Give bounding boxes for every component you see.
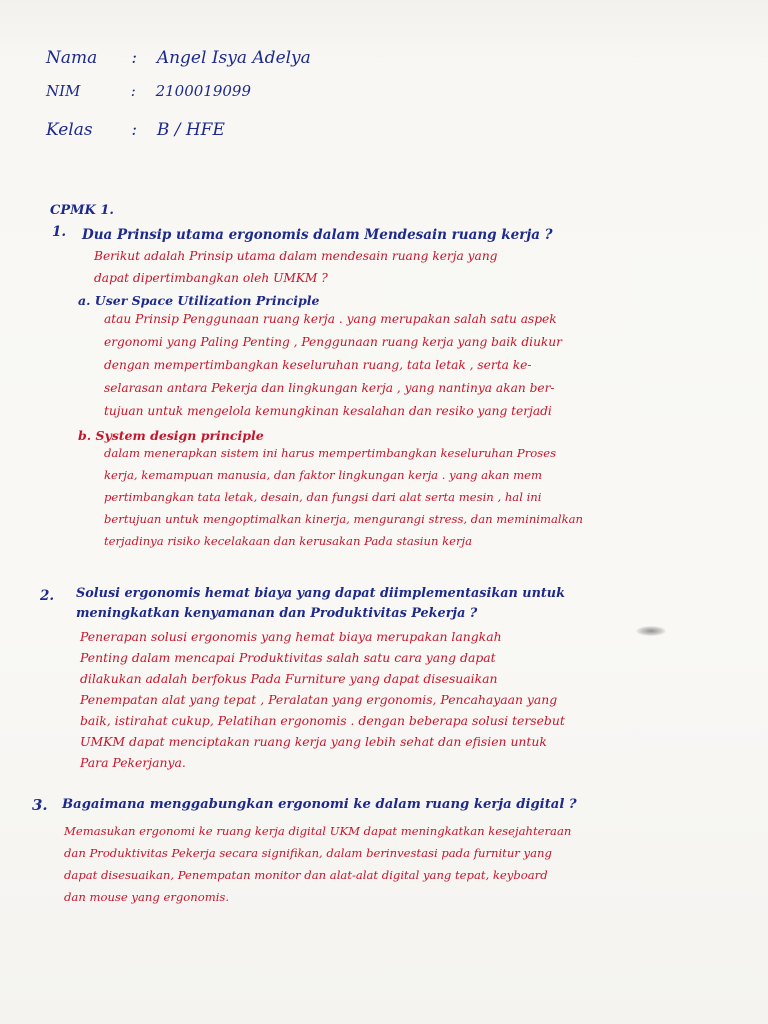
q2-answer bbox=[80, 626, 565, 773]
q2-question-line: Solusi ergonomis hemat biaya yang dapat diimplementasikan untuk bbox=[76, 586, 565, 601]
nim-row bbox=[46, 82, 251, 100]
q1-intro bbox=[94, 245, 497, 289]
q1-a-line: ergonomi yang Paling Penting , Penggunaan ruang kerja yang baik diukur bbox=[104, 335, 562, 349]
colon: : bbox=[131, 48, 138, 68]
nim-label: NIM bbox=[46, 82, 81, 100]
nim-value: 2100019099 bbox=[155, 82, 251, 100]
colon: : bbox=[130, 82, 136, 100]
q1-a-answer bbox=[104, 308, 562, 423]
q1-number: 1. bbox=[52, 224, 67, 240]
q1-b-line: terjadinya risiko kecelakaan dan kerusakan Pada stasiun kerja bbox=[104, 534, 473, 548]
kelas-value: B / HFE bbox=[156, 120, 225, 140]
q1-b-line: bertujuan untuk mengoptimalkan kinerja, mengurangi stress, dan meminimalkan bbox=[104, 512, 584, 526]
q2-answer-line: baik, istirahat cukup, Pelatihan ergonomis . dengan beberapa solusi tersebut bbox=[80, 713, 565, 728]
q3-answer bbox=[64, 820, 571, 908]
q1-a-line: dengan mempertimbangkan keseluruhan ruang, tata letak , serta ke- bbox=[104, 358, 532, 372]
q1-b-line: kerja, kemampuan manusia, dan faktor lingkungan kerja . yang akan mem bbox=[104, 468, 543, 482]
q3-answer-line: Memasukan ergonomi ke ruang kerja digital UKM dapat meningkatkan kesejahteraan bbox=[64, 824, 572, 838]
name-value: Angel Isya Adelya bbox=[156, 48, 311, 68]
name-label: Nama bbox=[46, 48, 98, 68]
q3-question: Bagaimana menggabungkan ergonomi ke dalam ruang kerja digital ? bbox=[62, 797, 577, 812]
kelas-label: Kelas bbox=[46, 120, 93, 140]
q2-answer-line: Penempatan alat yang tepat , Peralatan yang ergonomis, Pencahayaan yang bbox=[80, 692, 558, 707]
ink-smudge bbox=[636, 626, 666, 636]
name-row bbox=[46, 48, 311, 68]
q2-answer-line: UMKM dapat menciptakan ruang kerja yang lebih sehat dan efisien untuk bbox=[80, 734, 547, 749]
q3-answer-line: dapat disesuaikan, Penempatan monitor dan alat-alat digital yang tepat, keyboard bbox=[64, 868, 548, 882]
q2-answer-line: Penting dalam mencapai Produktivitas salah satu cara yang dapat bbox=[80, 650, 496, 665]
q1-b-line: pertimbangkan tata letak, desain, dan fungsi dari alat serta mesin , hal ini bbox=[104, 490, 542, 504]
q2-number: 2. bbox=[40, 588, 55, 604]
q1-intro-line: Berikut adalah Prinsip utama dalam mendesain ruang kerja yang bbox=[94, 249, 498, 263]
q3-answer-line: dan mouse yang ergonomis. bbox=[64, 890, 230, 904]
q2-question bbox=[76, 584, 565, 624]
q2-question-line: meningkatkan kenyamanan dan Produktivitas Pekerja ? bbox=[76, 606, 478, 621]
q1-a-line: atau Prinsip Penggunaan ruang kerja . yang merupakan salah satu aspek bbox=[104, 312, 557, 326]
q1-a-title: a. User Space Utilization Principle bbox=[78, 293, 320, 308]
q2-answer-line: Penerapan solusi ergonomis yang hemat biaya merupakan langkah bbox=[80, 629, 502, 644]
q1-b-answer bbox=[104, 442, 583, 552]
q1-intro-line: dapat dipertimbangkan oleh UMKM ? bbox=[94, 271, 328, 285]
q2-answer-line: dilakukan adalah berfokus Pada Furniture yang dapat disesuaikan bbox=[80, 671, 498, 686]
q1-b-line: dalam menerapkan sistem ini harus mempertimbangkan keseluruhan Proses bbox=[104, 446, 557, 460]
section-title: CPMK 1. bbox=[50, 203, 114, 218]
colon: : bbox=[131, 120, 138, 140]
q1-a-line: selarasan antara Pekerja dan lingkungan kerja , yang nantinya akan ber- bbox=[104, 381, 555, 395]
q1-question: Dua Prinsip utama ergonomis dalam Mendesain ruang kerja ? bbox=[82, 227, 553, 243]
q3-answer-line: dan Produktivitas Pekerja secara signifikan, dalam berinvestasi pada furnitur yang bbox=[64, 846, 552, 860]
q3-number: 3. bbox=[32, 796, 48, 814]
q2-answer-line: Para Pekerjanya. bbox=[80, 755, 186, 770]
q1-a-line: tujuan untuk mengelola kemungkinan kesalahan dan resiko yang terjadi bbox=[104, 404, 552, 418]
kelas-row bbox=[46, 120, 225, 140]
q1-b-title: b. System design principle bbox=[78, 428, 264, 443]
